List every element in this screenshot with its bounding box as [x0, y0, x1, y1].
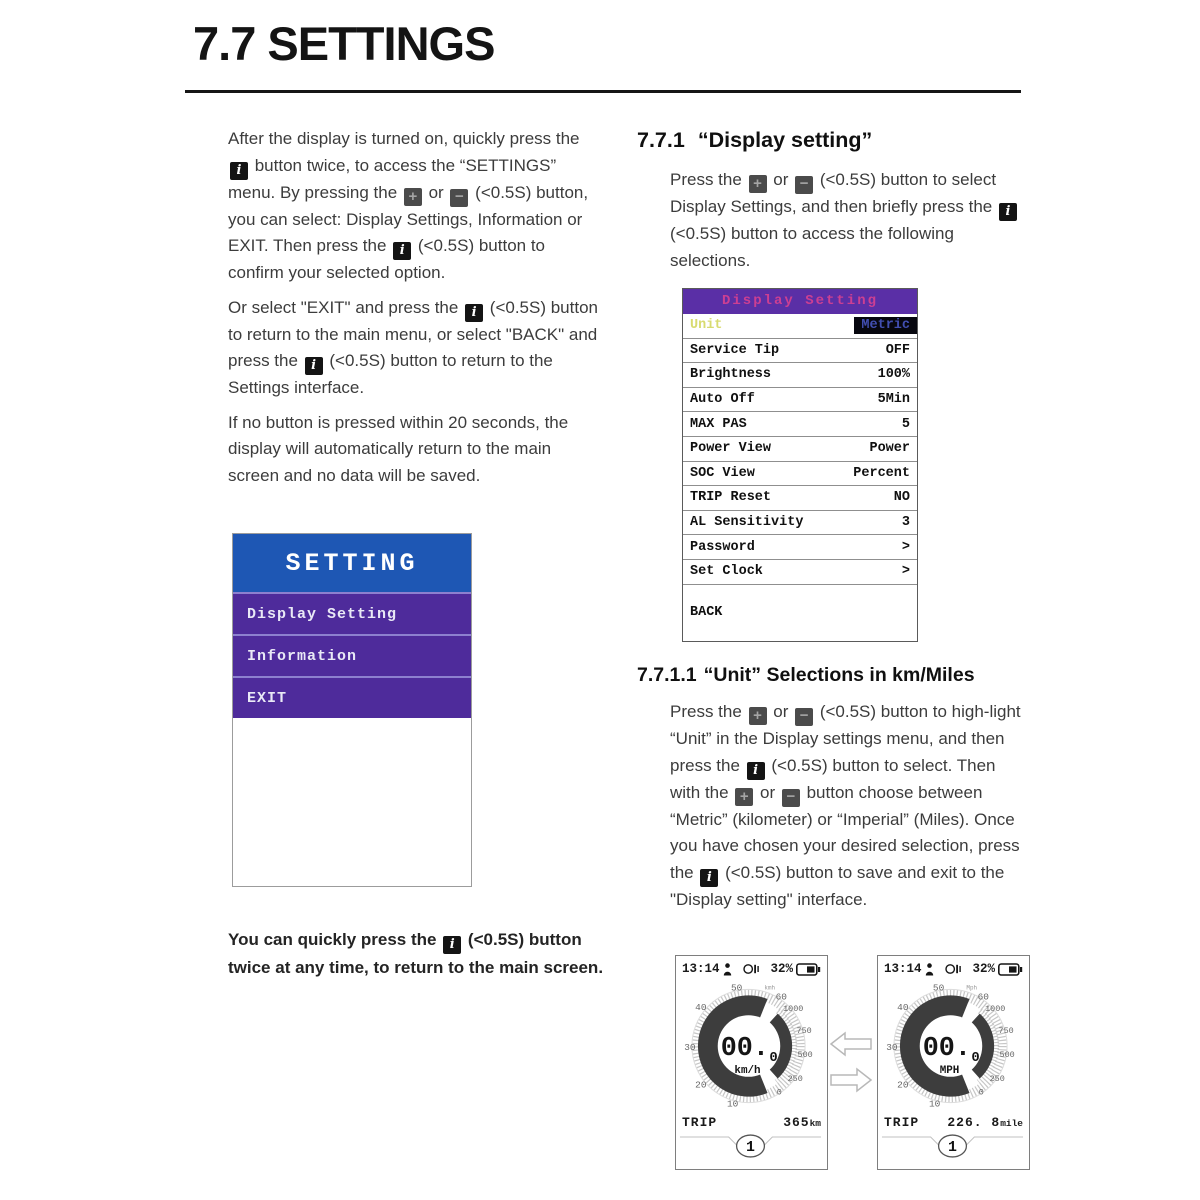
- battery-icon: [796, 963, 821, 976]
- svg-text:10: 10: [928, 1098, 941, 1110]
- gauge-top-unit: kmh: [764, 984, 776, 992]
- settings-row: [683, 535, 917, 560]
- settings-value: >: [901, 539, 910, 555]
- display-mockup-imperial: [877, 955, 1030, 1170]
- speed-value: 00.: [720, 1033, 769, 1064]
- trip-label: TRIP: [884, 1115, 920, 1130]
- setting-menu-title: SETTING: [233, 534, 471, 592]
- menu-item: Display Setting: [233, 592, 471, 634]
- svg-text:0: 0: [978, 1087, 984, 1098]
- minus-button-icon: −: [450, 189, 468, 207]
- svg-text:20: 20: [897, 1079, 909, 1091]
- svg-text:250: 250: [787, 1073, 803, 1084]
- settings-value: 5: [901, 416, 910, 432]
- svg-text:60: 60: [977, 991, 989, 1003]
- svg-text:0: 0: [776, 1087, 782, 1098]
- settings-value: 5Min: [877, 392, 910, 408]
- svg-text:500: 500: [797, 1049, 813, 1060]
- settings-row: [683, 511, 917, 536]
- assist-level-value: 1: [948, 1139, 957, 1156]
- svg-text:30: 30: [886, 1041, 898, 1053]
- status-bar: [676, 956, 827, 978]
- info-button-icon: i: [230, 162, 248, 180]
- menu-item: Information: [233, 634, 471, 676]
- paragraph-display-setting: Press the + or − (<0.5S) button to select Display Settings, and then briefly press the i (<0.5S) button to access the following selections.: [670, 167, 1022, 274]
- svg-text:750: 750: [796, 1026, 812, 1037]
- battery-percent: 32%: [770, 962, 793, 976]
- settings-value: Metric: [854, 317, 917, 334]
- assist-level-indicator: [676, 1130, 825, 1160]
- svg-text:50: 50: [730, 982, 743, 994]
- setting-menu-items: [233, 592, 471, 718]
- swap-arrows: [828, 1028, 874, 1100]
- svg-text:60: 60: [775, 991, 787, 1003]
- settings-label: Brightness: [690, 367, 772, 383]
- minus-button-icon: −: [782, 789, 800, 807]
- info-button-icon: i: [999, 203, 1017, 221]
- svg-text:30: 30: [684, 1041, 696, 1053]
- settings-label: Unit: [690, 318, 723, 334]
- plus-button-icon: +: [749, 175, 767, 193]
- trip-label: TRIP: [682, 1115, 718, 1130]
- battery-percent: 32%: [972, 962, 995, 976]
- section-heading-771: [637, 128, 872, 153]
- display-setting-table: [682, 288, 918, 642]
- left-column: [228, 126, 602, 497]
- svg-text:1000: 1000: [783, 1004, 804, 1015]
- headlight-icon: [945, 963, 962, 975]
- settings-label: BACK: [690, 605, 723, 621]
- plus-button-icon: +: [749, 707, 767, 725]
- svg-text:750: 750: [998, 1026, 1014, 1037]
- arrow-left-icon: [831, 1033, 871, 1055]
- setting-menu-mockup: [232, 533, 472, 887]
- info-button-icon: i: [465, 304, 483, 322]
- settings-label: Auto Off: [690, 392, 755, 408]
- settings-row: [683, 412, 917, 437]
- svg-text:250: 250: [989, 1073, 1005, 1084]
- section-title: “Display setting”: [697, 128, 873, 152]
- title-rule: [185, 90, 1021, 93]
- svg-text:500: 500: [999, 1049, 1015, 1060]
- assist-level-value: 1: [746, 1139, 755, 1156]
- paragraph-unit-selection: Press the + or − (<0.5S) button to high-light “Unit” in the Display settings menu, and then press the i (<0.5S) button to select. Then with the + or − button choose between “Metric” (kilometer) or “Imperial” (Miles). Once you have chosen your desired selection, press the i (<0.5S) button to save and exit to the "Display setting" interface.: [670, 702, 1021, 909]
- svg-text:50: 50: [932, 982, 945, 994]
- speed-decimal: 0: [971, 1049, 980, 1066]
- section-title: “Unit” Selections in km/Miles: [703, 664, 975, 686]
- svg-text:10: 10: [726, 1098, 739, 1110]
- settings-label: SOC View: [690, 465, 755, 481]
- settings-value: 100%: [877, 367, 910, 383]
- info-button-icon: i: [393, 242, 411, 260]
- trip-unit: mile: [1000, 1118, 1023, 1129]
- settings-label: Service Tip: [690, 342, 780, 358]
- settings-row: [683, 462, 917, 487]
- settings-label: AL Sensitivity: [690, 515, 804, 531]
- speedometer-gauge: [677, 980, 826, 1115]
- trip-value: 365: [783, 1115, 810, 1130]
- svg-text:1000: 1000: [985, 1004, 1006, 1015]
- trip-value: 226. 8: [947, 1115, 1001, 1130]
- clock-time: 13:14: [884, 962, 922, 976]
- person-icon: [723, 963, 732, 976]
- section-heading-7711: [637, 664, 975, 687]
- svg-text:20: 20: [695, 1079, 707, 1091]
- plus-button-icon: +: [404, 188, 422, 206]
- settings-row: [683, 388, 917, 413]
- settings-label: Power View: [690, 441, 772, 457]
- display-setting-rows: [683, 314, 917, 641]
- info-button-icon: i: [305, 357, 323, 375]
- trip-unit: km: [809, 1118, 821, 1129]
- gauge-top-unit: Mph: [966, 984, 978, 992]
- settings-label: Set Clock: [690, 564, 763, 580]
- minus-button-icon: −: [795, 176, 813, 194]
- settings-row: [683, 437, 917, 462]
- info-button-icon: i: [747, 762, 765, 780]
- settings-value: OFF: [885, 342, 910, 358]
- settings-value: NO: [893, 490, 910, 506]
- paragraph-quick-return: You can quickly press the i (<0.5S) button twice at any time, to return to the main screen.: [228, 930, 604, 977]
- section-number: 7.7.1: [637, 128, 685, 152]
- page-title: 7.7 SETTINGS: [193, 17, 495, 70]
- arrow-right-icon: [831, 1069, 871, 1091]
- settings-value: >: [901, 564, 910, 580]
- settings-value: 3: [901, 515, 910, 531]
- display-setting-table-title: Display Setting: [683, 289, 917, 314]
- speed-unit: km/h: [734, 1064, 761, 1077]
- clock-time: 13:14: [682, 962, 720, 976]
- minus-button-icon: −: [795, 708, 813, 726]
- trip-row: [676, 1115, 827, 1130]
- section-number: 7.7.1.1: [637, 664, 697, 686]
- settings-value: Percent: [853, 465, 910, 481]
- speed-value: 00.: [922, 1033, 971, 1064]
- headlight-icon: [743, 963, 760, 975]
- paragraph-exit-back: Or select "EXIT" and press the i (<0.5S) button to return to the main menu, or select "BACK" and press the i (<0.5S) button to return to the Settings interface.: [228, 297, 598, 397]
- svg-text:40: 40: [897, 1002, 909, 1014]
- display-mockup-metric: [675, 955, 828, 1170]
- settings-row: [683, 363, 917, 388]
- status-bar: [878, 956, 1029, 978]
- settings-label: Password: [690, 539, 755, 555]
- paragraph-intro: After the display is turned on, quickly press the i button twice, to access the “SETTINGS” menu. By pressing the + or − (<0.5S) button, you can select: Display Settings, Information or EXIT. Then press the i (<0.5S) button to confirm your selected option.: [228, 129, 589, 282]
- settings-row: [683, 560, 917, 585]
- battery-icon: [998, 963, 1023, 976]
- plus-button-icon: +: [735, 788, 753, 806]
- speed-unit: MPH: [939, 1064, 960, 1077]
- info-button-icon: i: [700, 869, 718, 887]
- trip-row: [878, 1115, 1029, 1130]
- settings-label: MAX PAS: [690, 416, 747, 432]
- assist-level-indicator: [878, 1130, 1027, 1160]
- settings-row: [683, 486, 917, 511]
- settings-label: TRIP Reset: [690, 490, 772, 506]
- svg-text:40: 40: [695, 1002, 707, 1014]
- speedometer-gauge: [879, 980, 1028, 1115]
- settings-value: Power: [869, 441, 910, 457]
- settings-row: [683, 585, 917, 641]
- speed-decimal: 0: [769, 1049, 778, 1066]
- paragraph-timeout: If no button is pressed within 20 seconds, the display will automatically return to the main screen and no data will be saved.: [228, 412, 569, 485]
- info-button-icon: i: [443, 936, 461, 954]
- person-icon: [925, 963, 934, 976]
- settings-row: [683, 314, 917, 339]
- settings-row: [683, 339, 917, 364]
- menu-item: EXIT: [233, 676, 471, 718]
